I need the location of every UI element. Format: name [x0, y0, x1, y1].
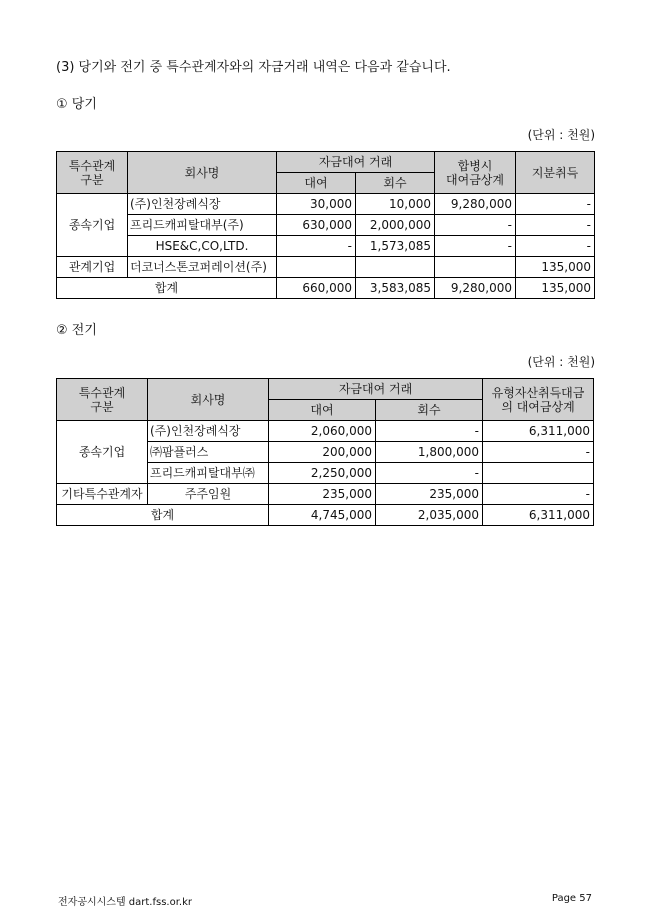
header-fund-transactions: 자금대여 거래: [269, 379, 483, 400]
header-equity-acquisition: 지분취득: [516, 152, 595, 194]
company-cell: HSE&C,CO,LTD.: [128, 236, 277, 257]
header-fund-transactions: 자금대여 거래: [277, 152, 435, 173]
company-cell: (주)인천장례식장: [148, 421, 269, 442]
collection-cell: [356, 257, 435, 278]
asset-offset-cell: [483, 463, 594, 484]
header-category: 특수관계 구분: [57, 379, 148, 421]
header-asset-offset: 유형자산취득대금 의 대여금상계: [483, 379, 594, 421]
loan-cell: 30,000: [277, 194, 356, 215]
header-collection: 회수: [356, 173, 435, 194]
equity-cell: 135,000: [516, 257, 595, 278]
table-row: [57, 215, 595, 236]
collection-cell: 2,000,000: [356, 215, 435, 236]
company-cell: 주주임원: [148, 484, 269, 505]
collection-cell: 1,573,085: [356, 236, 435, 257]
loan-cell: 2,250,000: [269, 463, 376, 484]
asset-offset-cell: 6,311,000: [483, 421, 594, 442]
loan-cell: 200,000: [269, 442, 376, 463]
merger-offset-cell: [435, 257, 516, 278]
loan-cell: [277, 257, 356, 278]
current-unit-label: (단위 : 천원): [527, 128, 595, 142]
merger-offset-cell: -: [435, 236, 516, 257]
table-row: [57, 484, 594, 505]
collection-cell: 1,800,000: [376, 442, 483, 463]
total-loan: 4,745,000: [269, 505, 376, 526]
current-period-label: ① 당기: [56, 97, 97, 112]
collection-cell: 10,000: [356, 194, 435, 215]
collection-cell: -: [376, 421, 483, 442]
loan-cell: 2,060,000: [269, 421, 376, 442]
category-cell: 관계기업: [57, 257, 128, 278]
page-number: Page 57: [551, 893, 592, 904]
header-category: 특수관계 구분: [57, 152, 128, 194]
merger-offset-cell: -: [435, 215, 516, 236]
header-collection: 회수: [376, 400, 483, 421]
total-label: 합계: [57, 278, 277, 299]
total-merger-offset: 9,280,000: [435, 278, 516, 299]
total-label: 합계: [57, 505, 269, 526]
category-cell: 종속기업: [57, 194, 128, 257]
total-row: [57, 278, 595, 299]
header-company: 회사명: [128, 152, 277, 194]
asset-offset-cell: -: [483, 484, 594, 505]
total-collection: 3,583,085: [356, 278, 435, 299]
category-cell: 종속기업: [57, 421, 148, 484]
collection-cell: -: [376, 463, 483, 484]
footer-source: 전자공시시스템 dart.fss.or.kr: [58, 897, 192, 908]
company-cell: 프리드캐피탈대부㈜: [148, 463, 269, 484]
total-row: [57, 505, 594, 526]
equity-cell: -: [516, 215, 595, 236]
prior-period-table: [56, 378, 594, 526]
header-loan: 대여: [269, 400, 376, 421]
loan-cell: 235,000: [269, 484, 376, 505]
total-loan: 660,000: [277, 278, 356, 299]
prior-unit-label: (단위 : 천원): [527, 355, 595, 369]
total-equity: 135,000: [516, 278, 595, 299]
company-cell: 더코너스톤코퍼레이션(주): [128, 257, 277, 278]
equity-cell: -: [516, 194, 595, 215]
total-collection: 2,035,000: [376, 505, 483, 526]
current-period-table: [56, 151, 595, 299]
header-merger-offset: 합병시 대여금상계: [435, 152, 516, 194]
company-cell: 프리드캐피탈대부(주): [128, 215, 277, 236]
merger-offset-cell: 9,280,000: [435, 194, 516, 215]
header-loan: 대여: [277, 173, 356, 194]
asset-offset-cell: -: [483, 442, 594, 463]
company-cell: ㈜팜플러스: [148, 442, 269, 463]
table-row: [57, 236, 595, 257]
total-asset-offset: 6,311,000: [483, 505, 594, 526]
company-cell: (주)인천장례식장: [128, 194, 277, 215]
table-row: [57, 194, 595, 215]
loan-cell: 630,000: [277, 215, 356, 236]
equity-cell: -: [516, 236, 595, 257]
header-company: 회사명: [148, 379, 269, 421]
section-heading: (3) 당기와 전기 중 특수관계자와의 자금거래 내역은 다음과 같습니다.: [56, 60, 451, 75]
prior-period-label: ② 전기: [56, 323, 97, 338]
table-row: [57, 257, 595, 278]
collection-cell: 235,000: [376, 484, 483, 505]
loan-cell: -: [277, 236, 356, 257]
table-row: [57, 421, 594, 442]
category-cell: 기타특수관계자: [57, 484, 148, 505]
